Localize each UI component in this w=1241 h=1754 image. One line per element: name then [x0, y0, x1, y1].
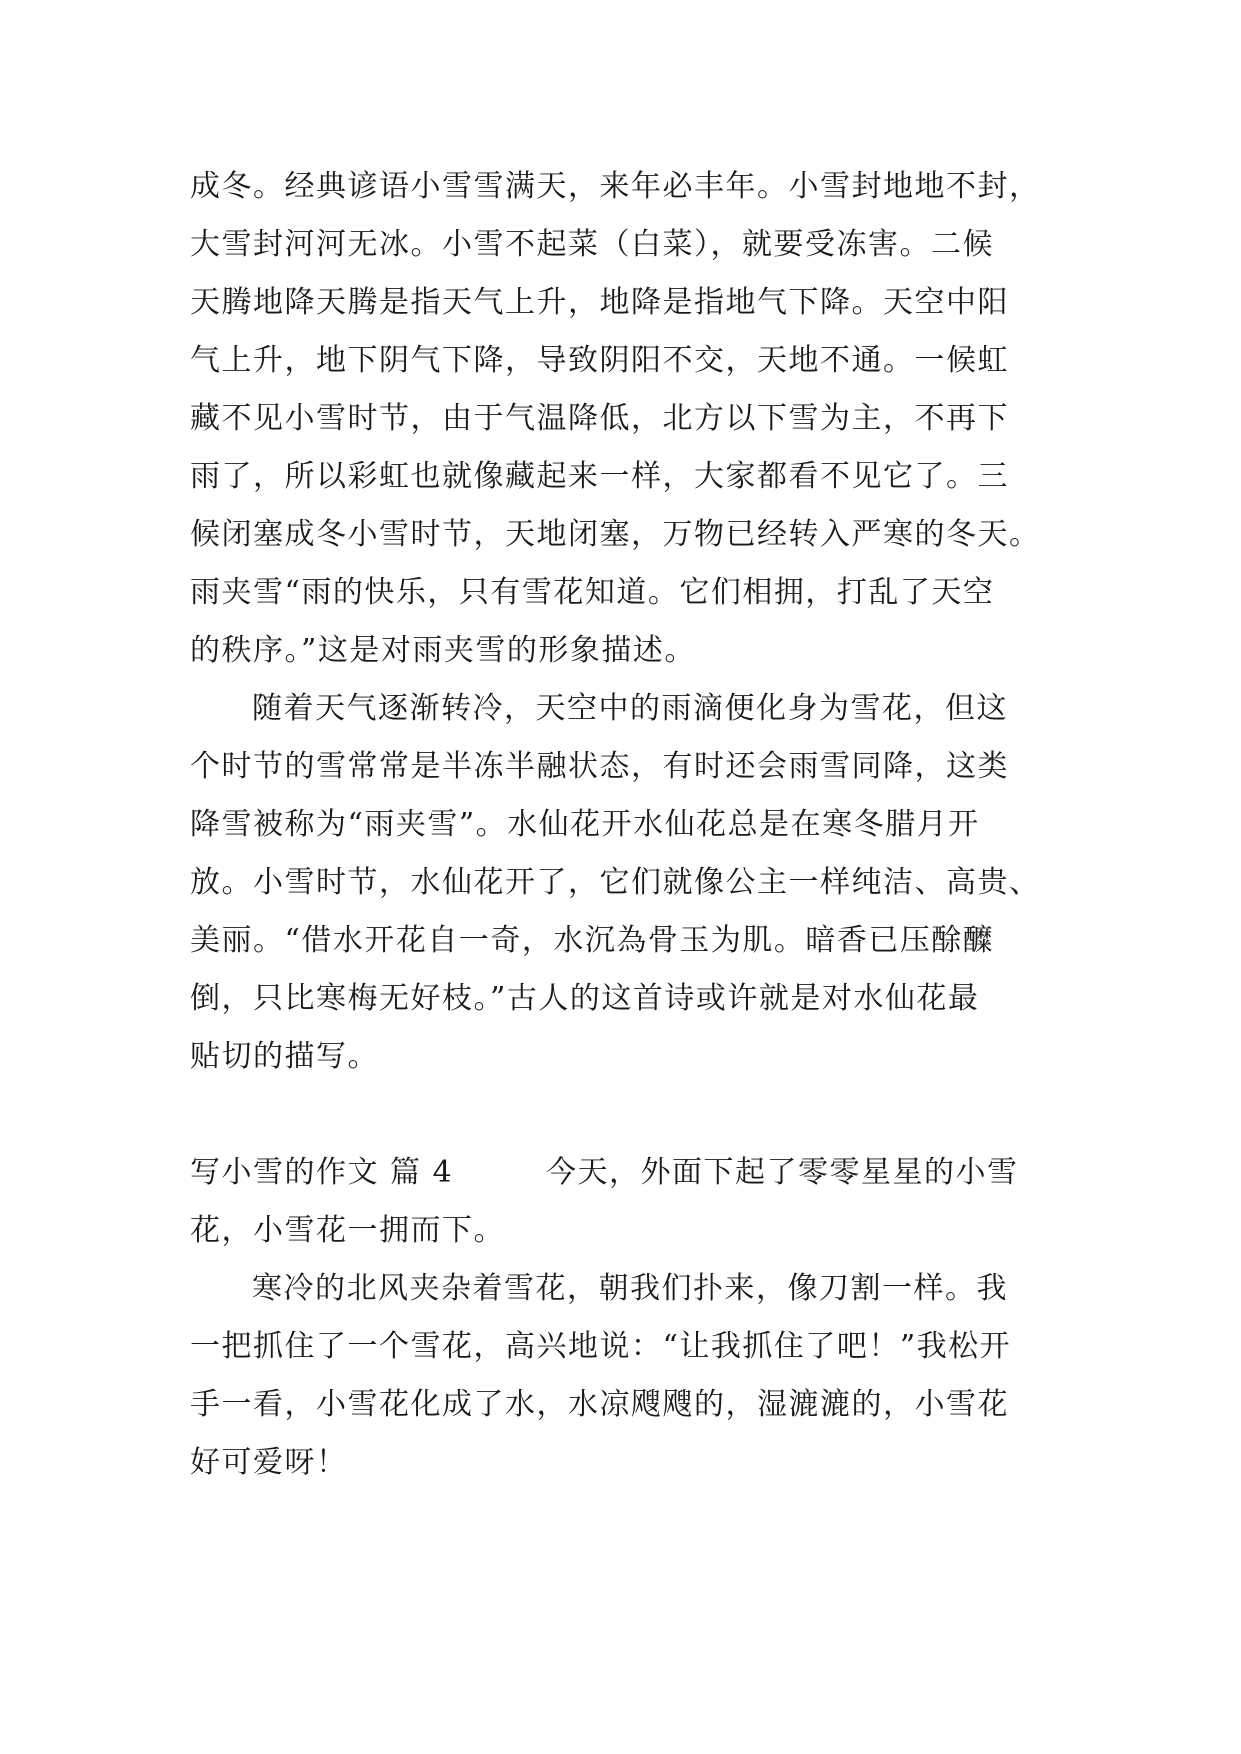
- text-line: 大雪封河河无冰。小雪不起菜（白菜），就要受冻害。二候: [190, 227, 994, 262]
- text-line: 个时节的雪常常是半冻半融状态，有时还会雨雪同降，这类: [190, 749, 1009, 784]
- section-heading: 写小雪的作文 篇 4: [190, 1155, 454, 1190]
- text-line: 好可爱呀！: [190, 1445, 348, 1480]
- text-line: 美丽。“借水开花自一奇，水沉為骨玉为肌。暗香已压酴醾: [190, 923, 995, 958]
- text-line: 今天，外面下起了零零星星的小雪: [546, 1155, 1019, 1190]
- text-line: 花，小雪花一拥而下。: [190, 1213, 505, 1248]
- text-line: 寒冷的北风夹杂着雪花，朝我们扑来，像刀割一样。我: [252, 1271, 1008, 1306]
- paragraph-gap: [190, 1086, 1060, 1144]
- text-line: 降雪被称为“雨夹雪”。水仙花开水仙花总是在寒冬腊月开: [190, 807, 980, 842]
- text-line: 雨了，所以彩虹也就像藏起来一样，大家都看不见它了。三: [190, 459, 1009, 494]
- paragraph-2: [190, 680, 1060, 1086]
- text-line: 倒，只比寒梅无好枝。”古人的这首诗或许就是对水仙花最: [190, 981, 980, 1016]
- paragraph-3: [190, 1144, 1060, 1260]
- heading-line: [190, 1144, 1060, 1202]
- text-line: 雨夹雪“雨的快乐，只有雪花知道。它们相拥，打乱了天空: [190, 575, 995, 610]
- text-line: 一把抓住了一个雪花，高兴地说：“让我抓住了吧！”我松开: [190, 1329, 1012, 1364]
- text-line: 的秩序。”这是对雨夹雪的形象描述。: [190, 633, 696, 668]
- text-line: 天腾地降天腾是指天气上升，地降是指地气下降。天空中阳: [190, 285, 1009, 320]
- text-line: 藏不见小雪时节，由于气温降低，北方以下雪为主，不再下: [190, 401, 1009, 436]
- text-line: 候闭塞成冬小雪时节，天地闭塞，万物已经转入严寒的冬天。: [190, 517, 1041, 552]
- paragraph-1: [190, 158, 1060, 680]
- text-line: 贴切的描写。: [190, 1039, 379, 1074]
- text-line: 随着天气逐渐转冷，天空中的雨滴便化身为雪花，但这: [252, 691, 1008, 726]
- text-line: 气上升，地下阴气下降，导致阴阳不交，天地不通。一候虹: [190, 343, 1009, 378]
- text-line: 手一看，小雪花化成了水，水凉飕飕的，湿漉漉的，小雪花: [190, 1387, 1009, 1422]
- text-line: 放。小雪时节，水仙花开了，它们就像公主一样纯洁、高贵、: [190, 865, 1041, 900]
- document-body: [190, 158, 1060, 1492]
- text-line: 成冬。经典谚语小雪雪满天，来年必丰年。小雪封地地不封，: [190, 169, 1041, 204]
- paragraph-4: [190, 1260, 1060, 1492]
